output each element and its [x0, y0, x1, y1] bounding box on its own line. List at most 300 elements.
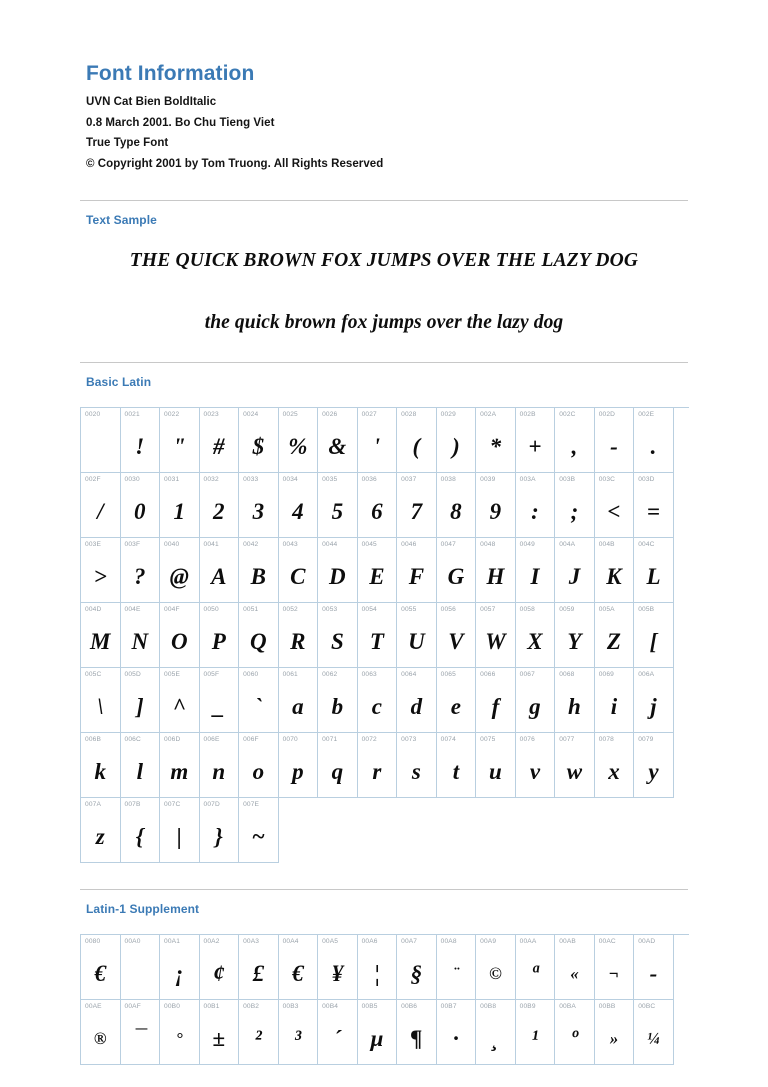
- glyph-cell[interactable]: [437, 1000, 477, 1065]
- glyph-cell[interactable]: [437, 668, 477, 733]
- glyph-character: c: [371, 694, 382, 720]
- glyph-codepoint-label: 003E: [85, 540, 101, 548]
- glyph-cell[interactable]: [634, 935, 674, 1000]
- glyph-codepoint-label: 0056: [440, 605, 456, 613]
- glyph-codepoint-label: 004A: [559, 540, 576, 548]
- glyph-character: B: [250, 564, 266, 590]
- glyph-cell[interactable]: [81, 733, 121, 798]
- glyph-character: Y: [567, 629, 582, 655]
- glyph-cell[interactable]: [476, 668, 516, 733]
- glyph-character: u: [489, 759, 502, 785]
- glyph-character: /: [97, 499, 104, 525]
- glyph-character: ": [172, 434, 186, 460]
- glyph-character: A: [211, 564, 227, 590]
- glyph-character: £: [252, 961, 265, 987]
- glyph-codepoint-label: 0039: [480, 475, 496, 483]
- glyph-cell[interactable]: [200, 408, 240, 473]
- glyph-codepoint-label: 0070: [282, 735, 298, 743]
- glyph-character: m: [170, 759, 189, 785]
- glyph-cell[interactable]: [279, 1000, 319, 1065]
- glyph-character: G: [447, 564, 465, 590]
- glyph-character: e: [450, 694, 461, 720]
- glyph-cell[interactable]: [476, 603, 516, 668]
- glyph-cell[interactable]: [358, 935, 398, 1000]
- glyph-codepoint-label: 00AC: [598, 937, 616, 945]
- glyph-codepoint-label: 004F: [164, 605, 180, 613]
- glyph-cell[interactable]: [200, 538, 240, 603]
- glyph-character: i: [610, 694, 618, 720]
- glyph-codepoint-label: 00A2: [203, 937, 220, 945]
- glyph-character: d: [410, 694, 423, 720]
- glyph-codepoint-label: 00A0: [124, 937, 141, 945]
- glyph-codepoint-label: 0072: [361, 735, 377, 743]
- glyph-cell[interactable]: [81, 935, 121, 1000]
- glyph-character: I: [530, 564, 540, 590]
- glyph-character: 8: [450, 499, 462, 525]
- glyph-cell[interactable]: [81, 408, 121, 473]
- glyph-cell[interactable]: [595, 538, 635, 603]
- glyph-codepoint-label: 002F: [85, 475, 101, 483]
- glyph-character: Q: [250, 629, 267, 655]
- glyph-codepoint-label: 0024: [243, 410, 259, 418]
- glyph-codepoint-label: 0069: [598, 670, 614, 678]
- glyph-cell[interactable]: [200, 1000, 240, 1065]
- glyph-cell[interactable]: [555, 473, 595, 538]
- glyph-character: §: [410, 961, 423, 987]
- glyph-cell[interactable]: [634, 668, 674, 733]
- glyph-cell[interactable]: [160, 798, 200, 863]
- glyph-codepoint-label: 005A: [598, 605, 615, 613]
- glyph-cell[interactable]: [555, 408, 595, 473]
- glyph-codepoint-label: 0037: [401, 475, 417, 483]
- font-type-line: True Type Font: [86, 137, 169, 150]
- glyph-character: S: [330, 629, 344, 655]
- glyph-cell[interactable]: [318, 1000, 358, 1065]
- glyph-cell[interactable]: [358, 538, 398, 603]
- glyph-character: ·: [453, 1026, 459, 1052]
- glyph-cell[interactable]: [476, 408, 516, 473]
- glyph-cell[interactable]: [279, 408, 319, 473]
- glyph-cell[interactable]: [397, 408, 437, 473]
- glyph-cell[interactable]: [595, 473, 635, 538]
- glyph-cell[interactable]: [595, 935, 635, 1000]
- glyph-character: l: [136, 759, 143, 785]
- glyph-cell[interactable]: [81, 538, 121, 603]
- glyph-codepoint-label: 0023: [203, 410, 219, 418]
- glyph-codepoint-label: 00AE: [85, 1002, 102, 1010]
- glyph-character: ¦: [374, 961, 380, 987]
- glyph-cell[interactable]: [516, 733, 556, 798]
- glyph-codepoint-label: 0048: [480, 540, 496, 548]
- glyph-codepoint-label: 0062: [322, 670, 338, 678]
- glyph-character: ®: [93, 1029, 107, 1049]
- glyph-cell[interactable]: [555, 538, 595, 603]
- glyph-codepoint-label: 0051: [243, 605, 259, 613]
- glyph-character: ¨: [453, 964, 459, 984]
- glyph-codepoint-label: 0038: [440, 475, 456, 483]
- glyph-codepoint-label: 005B: [638, 605, 655, 613]
- text-sample-lowercase: the quick brown fox jumps over the lazy dog: [204, 311, 564, 333]
- glyph-codepoint-label: 0020: [85, 410, 101, 418]
- glyph-cell[interactable]: [318, 733, 358, 798]
- glyph-codepoint-label: 00B7: [440, 1002, 457, 1010]
- glyph-character: |: [176, 824, 182, 850]
- glyph-cell[interactable]: [239, 668, 279, 733]
- glyph-cell[interactable]: [595, 733, 635, 798]
- glyph-codepoint-label: 00A9: [480, 937, 497, 945]
- glyph-cell[interactable]: [634, 408, 674, 473]
- text-sample-uppercase: THE QUICK BROWN FOX JUMPS OVER THE LAZY DOG: [129, 249, 639, 271]
- glyph-character: n: [212, 759, 226, 785]
- glyph-character: H: [486, 564, 505, 590]
- glyph-codepoint-label: 0078: [598, 735, 614, 743]
- glyph-character: (: [412, 434, 421, 460]
- glyph-codepoint-label: 0031: [164, 475, 180, 483]
- glyph-codepoint-label: 0075: [480, 735, 496, 743]
- glyph-codepoint-label: 00A8: [440, 937, 457, 945]
- glyph-cell[interactable]: [318, 668, 358, 733]
- glyph-codepoint-label: 00B0: [164, 1002, 181, 1010]
- glyph-cell[interactable]: [516, 603, 556, 668]
- glyph-cell[interactable]: [595, 1000, 635, 1065]
- glyph-character: x: [608, 759, 620, 785]
- glyph-cell[interactable]: [555, 1000, 595, 1065]
- glyph-cell[interactable]: [634, 473, 674, 538]
- glyph-cell[interactable]: [476, 733, 516, 798]
- glyph-codepoint-label: 0054: [361, 605, 377, 613]
- glyph-cell[interactable]: [516, 473, 556, 538]
- glyph-cell[interactable]: [279, 538, 319, 603]
- glyph-codepoint-label: 00BC: [638, 1002, 656, 1010]
- glyph-character: [81, 423, 120, 471]
- glyph-codepoint-label: 002E: [638, 410, 655, 418]
- glyph-cell[interactable]: [160, 603, 200, 668]
- glyph-codepoint-label: 0021: [124, 410, 140, 418]
- glyph-character: D: [329, 564, 346, 590]
- glyph-character: W: [485, 629, 506, 655]
- glyph-cell[interactable]: [437, 408, 477, 473]
- glyph-character: >: [93, 564, 107, 590]
- glyph-cell[interactable]: [634, 733, 674, 798]
- glyph-codepoint-label: 003B: [559, 475, 576, 483]
- glyph-cell[interactable]: [200, 935, 240, 1000]
- glyph-cell[interactable]: [358, 603, 398, 668]
- glyph-codepoint-label: 0061: [282, 670, 298, 678]
- glyph-codepoint-label: 006F: [243, 735, 259, 743]
- glyph-codepoint-label: 007A: [85, 800, 101, 808]
- glyph-character: R: [290, 629, 306, 655]
- glyph-character: {: [135, 824, 144, 850]
- glyph-cell[interactable]: [397, 935, 437, 1000]
- glyph-cell[interactable]: [318, 473, 358, 538]
- glyph-codepoint-label: 00B2: [243, 1002, 260, 1010]
- glyph-cell[interactable]: [318, 408, 358, 473]
- glyph-cell[interactable]: [634, 538, 674, 603]
- glyph-cell[interactable]: [81, 1000, 121, 1065]
- text-sample-block: [80, 227, 688, 334]
- glyph-character: y: [648, 759, 659, 785]
- glyph-codepoint-label: 003D: [638, 475, 655, 483]
- glyph-codepoint-label: 00AA: [519, 937, 537, 945]
- glyph-cell[interactable]: [239, 798, 279, 863]
- glyph-character: !: [135, 434, 145, 460]
- glyph-cell[interactable]: [121, 798, 161, 863]
- glyph-codepoint-label: 0028: [401, 410, 417, 418]
- glyph-character: €: [94, 961, 106, 987]
- glyph-character: ?: [134, 564, 146, 590]
- glyph-character: ©: [489, 964, 502, 984]
- glyph-cell[interactable]: [397, 668, 437, 733]
- glyph-cell[interactable]: [81, 603, 121, 668]
- glyph-cell[interactable]: [476, 1000, 516, 1065]
- glyph-character: }: [214, 824, 223, 850]
- font-version-line: 0.8 March 2001. Bo Chu Tieng Viet: [86, 116, 275, 129]
- glyph-cell[interactable]: [476, 538, 516, 603]
- glyph-character: [: [649, 629, 658, 655]
- glyph-cell[interactable]: [121, 538, 161, 603]
- glyph-character: X: [527, 629, 543, 655]
- glyph-character: ]: [135, 694, 144, 720]
- glyph-cell[interactable]: [200, 473, 240, 538]
- glyph-cell[interactable]: [160, 1000, 200, 1065]
- glyph-cell[interactable]: [555, 935, 595, 1000]
- glyph-character: b: [331, 694, 344, 720]
- glyph-cell[interactable]: [200, 798, 240, 863]
- glyph-cell[interactable]: [318, 935, 358, 1000]
- glyph-codepoint-label: 0058: [519, 605, 535, 613]
- glyph-cell[interactable]: [555, 733, 595, 798]
- glyph-cell[interactable]: [397, 733, 437, 798]
- glyph-cell[interactable]: [358, 733, 398, 798]
- glyph-cell[interactable]: [279, 668, 319, 733]
- glyph-character: 3: [252, 499, 265, 525]
- glyph-cell[interactable]: [239, 473, 279, 538]
- glyph-codepoint-label: 0047: [440, 540, 456, 548]
- glyph-cell[interactable]: [397, 473, 437, 538]
- glyph-character: %: [288, 434, 308, 460]
- glyph-cell[interactable]: [437, 473, 477, 538]
- glyph-codepoint-label: 00B6: [401, 1002, 418, 1010]
- glyph-cell[interactable]: [595, 668, 635, 733]
- glyph-cell[interactable]: [279, 473, 319, 538]
- glyph-cell[interactable]: [239, 935, 279, 1000]
- glyph-codepoint-label: 0032: [203, 475, 219, 483]
- glyph-codepoint-label: 00B8: [480, 1002, 497, 1010]
- glyph-cell[interactable]: [397, 603, 437, 668]
- glyph-codepoint-label: 00AD: [638, 937, 656, 945]
- glyph-cell[interactable]: [358, 668, 398, 733]
- glyph-cell[interactable]: [634, 603, 674, 668]
- glyph-cell[interactable]: [200, 668, 240, 733]
- glyph-grid-latin1-supplement: [80, 934, 689, 1065]
- glyph-character: w: [566, 759, 583, 785]
- glyph-cell[interactable]: [516, 408, 556, 473]
- glyph-cell[interactable]: [476, 935, 516, 1000]
- glyph-cell[interactable]: [476, 473, 516, 538]
- glyph-character: k: [94, 759, 106, 785]
- glyph-character: C: [290, 564, 306, 590]
- glyph-cell[interactable]: [160, 668, 200, 733]
- glyph-cell[interactable]: [81, 473, 121, 538]
- glyph-codepoint-label: 002C: [559, 410, 576, 418]
- glyph-codepoint-label: 0034: [282, 475, 298, 483]
- glyph-codepoint-label: 00B9: [519, 1002, 536, 1010]
- glyph-character: ¬: [608, 964, 620, 984]
- glyph-cell[interactable]: [595, 408, 635, 473]
- glyph-cell[interactable]: [160, 733, 200, 798]
- glyph-cell[interactable]: [358, 1000, 398, 1065]
- glyph-cell[interactable]: [358, 473, 398, 538]
- glyph-character: €: [292, 961, 304, 987]
- glyph-character: ,: [571, 434, 578, 460]
- glyph-codepoint-label: 0063: [361, 670, 377, 678]
- glyph-character: ¢: [213, 961, 225, 987]
- glyph-character: «: [570, 964, 579, 984]
- glyph-codepoint-label: 00A7: [401, 937, 418, 945]
- glyph-character: O: [170, 629, 188, 655]
- glyph-cell[interactable]: [121, 733, 161, 798]
- glyph-cell[interactable]: [121, 408, 161, 473]
- glyph-cell[interactable]: [239, 408, 279, 473]
- glyph-cell[interactable]: [160, 935, 200, 1000]
- glyph-character: 7: [410, 499, 423, 525]
- glyph-character: ^: [172, 694, 186, 720]
- glyph-cell[interactable]: [595, 603, 635, 668]
- glyph-codepoint-label: 0074: [440, 735, 456, 743]
- glyph-codepoint-label: 0057: [480, 605, 496, 613]
- glyph-character: E: [369, 564, 385, 590]
- glyph-codepoint-label: 00B3: [282, 1002, 299, 1010]
- glyph-cell[interactable]: [634, 1000, 674, 1065]
- glyph-codepoint-label: 0025: [282, 410, 298, 418]
- glyph-character: v: [529, 759, 541, 785]
- glyph-character: J: [568, 564, 581, 590]
- glyph-character: r: [372, 759, 382, 785]
- glyph-cell[interactable]: [121, 935, 161, 1000]
- glyph-codepoint-label: 0046: [401, 540, 417, 548]
- glyph-character: ': [373, 434, 381, 460]
- glyph-cell[interactable]: [437, 733, 477, 798]
- glyph-codepoint-label: 0077: [559, 735, 575, 743]
- glyph-grid-basic-latin: [80, 407, 689, 863]
- glyph-codepoint-label: 00A3: [243, 937, 260, 945]
- glyph-codepoint-label: 00A1: [164, 937, 181, 945]
- glyph-codepoint-label: 002A: [480, 410, 497, 418]
- font-name-line: UVN Cat Bien BoldItalic: [86, 96, 217, 109]
- glyph-cell[interactable]: [160, 408, 200, 473]
- glyph-codepoint-label: 0073: [401, 735, 417, 743]
- glyph-character: 2: [213, 499, 225, 525]
- glyph-cell[interactable]: [516, 935, 556, 1000]
- glyph-cell[interactable]: [279, 935, 319, 1000]
- glyph-character: \: [97, 694, 104, 720]
- glyph-codepoint-label: 00A4: [282, 937, 299, 945]
- glyph-cell[interactable]: [200, 603, 240, 668]
- glyph-cell[interactable]: [437, 538, 477, 603]
- glyph-character: ¥: [331, 961, 344, 987]
- glyph-character: ³: [294, 1026, 302, 1052]
- glyph-codepoint-label: 0066: [480, 670, 496, 678]
- section-heading-basic-latin: Basic Latin: [86, 374, 152, 389]
- glyph-character: V: [448, 629, 464, 655]
- glyph-codepoint-label: 0040: [164, 540, 180, 548]
- glyph-cell[interactable]: [121, 603, 161, 668]
- glyph-codepoint-label: 004C: [638, 540, 655, 548]
- glyph-character: 4: [292, 499, 304, 525]
- glyph-character: ª: [531, 961, 538, 987]
- glyph-cell[interactable]: [318, 538, 358, 603]
- glyph-cell[interactable]: [121, 1000, 161, 1065]
- glyph-cell[interactable]: [121, 668, 161, 733]
- glyph-character: L: [646, 564, 661, 590]
- glyph-cell[interactable]: [516, 668, 556, 733]
- glyph-cell[interactable]: [81, 668, 121, 733]
- glyph-codepoint-label: 0052: [282, 605, 298, 613]
- glyph-cell[interactable]: [239, 733, 279, 798]
- glyph-character: t: [452, 759, 460, 785]
- glyph-cell[interactable]: [397, 538, 437, 603]
- glyph-cell[interactable]: [437, 603, 477, 668]
- glyph-codepoint-label: 005F: [203, 670, 220, 678]
- glyph-cell[interactable]: [160, 538, 200, 603]
- glyph-codepoint-label: 00B5: [361, 1002, 378, 1010]
- glyph-cell[interactable]: [555, 668, 595, 733]
- glyph-cell[interactable]: [516, 538, 556, 603]
- glyph-cell[interactable]: [555, 603, 595, 668]
- glyph-character: M: [90, 629, 111, 655]
- glyph-cell[interactable]: [318, 603, 358, 668]
- glyph-cell[interactable]: [200, 733, 240, 798]
- glyph-codepoint-label: 00B1: [203, 1002, 220, 1010]
- glyph-character: `: [254, 694, 263, 720]
- glyph-character: o: [252, 759, 265, 785]
- glyph-codepoint-label: 0030: [124, 475, 140, 483]
- glyph-cell[interactable]: [239, 1000, 279, 1065]
- glyph-cell[interactable]: [239, 603, 279, 668]
- glyph-cell[interactable]: [516, 1000, 556, 1065]
- glyph-cell[interactable]: [279, 603, 319, 668]
- glyph-character: U: [408, 629, 425, 655]
- glyph-character: 1: [173, 499, 186, 525]
- glyph-character: g: [529, 694, 541, 720]
- glyph-codepoint-label: 005E: [164, 670, 181, 678]
- glyph-codepoint-label: 0044: [322, 540, 338, 548]
- glyph-cell[interactable]: [437, 935, 477, 1000]
- glyph-character: °: [175, 1029, 183, 1049]
- glyph-codepoint-label: 003F: [124, 540, 141, 548]
- glyph-character: _: [213, 694, 225, 720]
- glyph-codepoint-label: 007B: [124, 800, 141, 808]
- glyph-codepoint-label: 0071: [322, 735, 338, 743]
- glyph-codepoint-label: 006C: [124, 735, 141, 743]
- glyph-character: 6: [371, 499, 383, 525]
- glyph-cell[interactable]: [239, 538, 279, 603]
- glyph-codepoint-label: 0053: [322, 605, 338, 613]
- glyph-codepoint-label: 0027: [361, 410, 377, 418]
- glyph-codepoint-label: 004E: [124, 605, 141, 613]
- glyph-codepoint-label: 0043: [282, 540, 298, 548]
- glyph-cell[interactable]: [397, 1000, 437, 1065]
- glyph-cell[interactable]: [121, 473, 161, 538]
- glyph-cell[interactable]: [358, 408, 398, 473]
- glyph-cell[interactable]: [160, 473, 200, 538]
- glyph-codepoint-label: 0029: [440, 410, 456, 418]
- glyph-character: ±: [212, 1026, 226, 1052]
- glyph-cell[interactable]: [279, 733, 319, 798]
- copyright-line: © Copyright 2001 by Tom Truong. All Rights Reserved: [86, 157, 384, 170]
- glyph-cell[interactable]: [81, 798, 121, 863]
- glyph-codepoint-label: 0035: [322, 475, 338, 483]
